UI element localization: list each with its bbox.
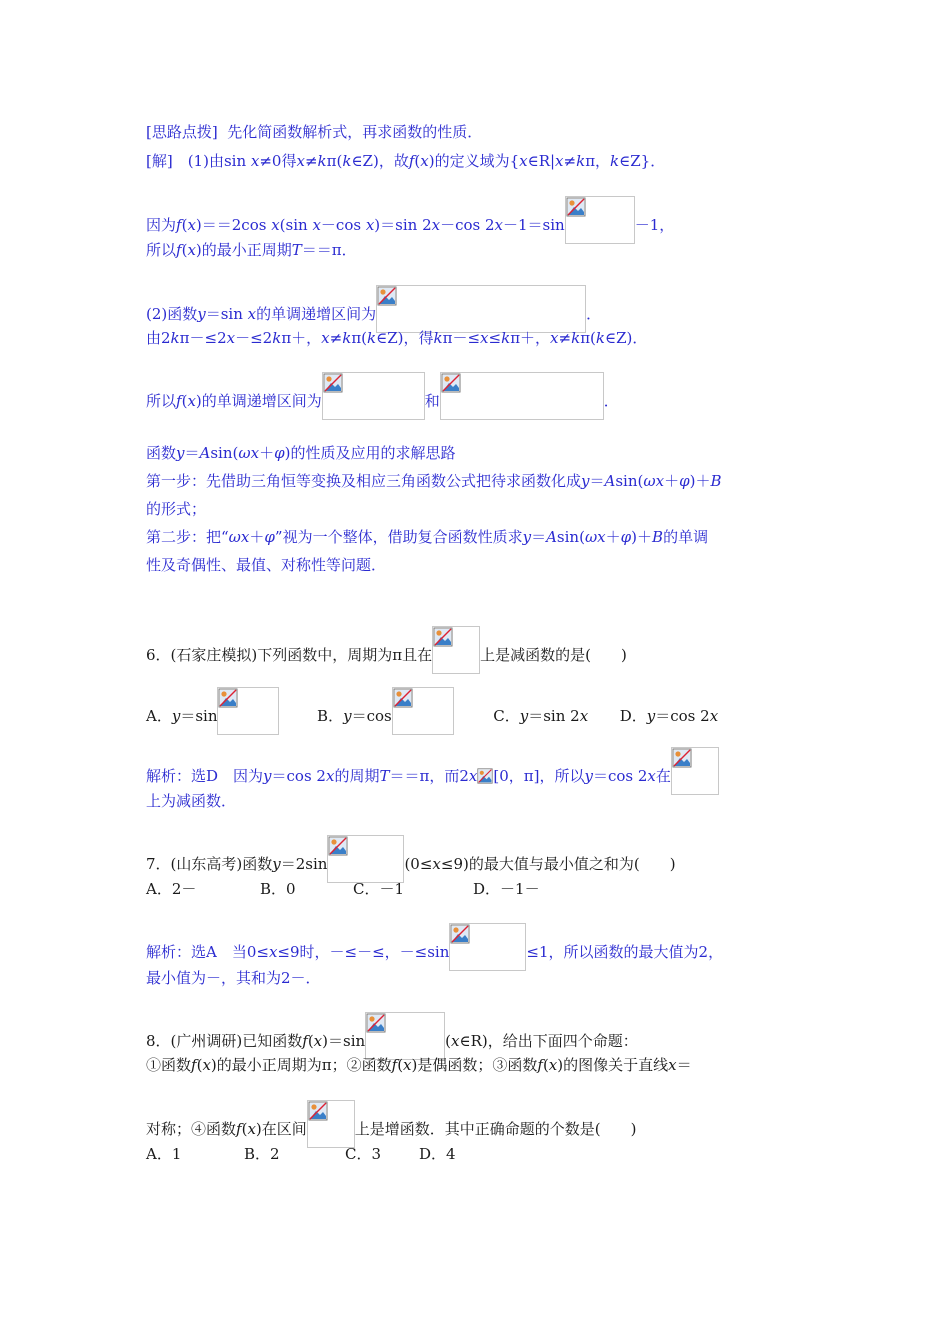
text: 在 bbox=[655, 767, 671, 785]
text: (sin bbox=[279, 216, 313, 234]
var: k bbox=[433, 329, 443, 347]
text: ≤9)的最大值与最小值之和为( ) bbox=[440, 855, 676, 873]
var: y bbox=[197, 305, 206, 323]
text: ∈Z}． bbox=[619, 152, 666, 170]
option-a: A．2－ bbox=[146, 880, 197, 898]
var: k bbox=[610, 152, 620, 170]
text: －cos 2 bbox=[440, 216, 495, 234]
text: sin( bbox=[615, 472, 644, 490]
q7-options bbox=[146, 879, 540, 899]
text: [解] (1)由sin bbox=[146, 152, 251, 170]
var: k bbox=[342, 152, 352, 170]
text: ( bbox=[181, 392, 188, 410]
option-b: B．0 bbox=[260, 880, 296, 898]
broken-image-icon bbox=[323, 373, 343, 393]
var: f bbox=[236, 1120, 242, 1138]
var: ωx bbox=[643, 472, 665, 490]
text: ． bbox=[586, 305, 602, 323]
var: k bbox=[576, 152, 586, 170]
formula-image bbox=[376, 285, 586, 333]
var: B bbox=[710, 472, 722, 490]
text: sin( bbox=[556, 528, 585, 546]
var: x bbox=[325, 767, 335, 785]
var: y bbox=[171, 707, 181, 725]
var: x bbox=[420, 152, 429, 170]
q6-answer bbox=[146, 747, 719, 795]
var: x bbox=[468, 767, 478, 785]
method-line-1 bbox=[146, 443, 455, 463]
solution-line-6 bbox=[146, 372, 619, 420]
text: π， bbox=[585, 152, 611, 170]
text: ＋ bbox=[664, 472, 680, 490]
var: T bbox=[291, 241, 302, 259]
var: x bbox=[550, 329, 559, 347]
text: )的最小正周期为π；②函数 bbox=[210, 1056, 392, 1074]
hint-text: 先化简函数解析式，再求函数的性质． bbox=[227, 123, 483, 141]
text: 上是增函数．其中正确命题的个数是( ) bbox=[354, 1120, 637, 1138]
text: ＝cos bbox=[351, 707, 392, 725]
text: ( bbox=[397, 1056, 404, 1074]
text: π( bbox=[326, 152, 343, 170]
text: 解析：选A 当0≤ bbox=[146, 943, 269, 961]
text: ＋ bbox=[259, 444, 275, 462]
text: ＝cos 2 bbox=[655, 707, 710, 725]
var: y bbox=[522, 528, 532, 546]
text: ( bbox=[181, 241, 188, 259]
option-d: D．4 bbox=[419, 1145, 456, 1163]
text: －≤2 bbox=[235, 329, 273, 347]
text: ＝ bbox=[676, 1056, 692, 1074]
text: ＝2sin bbox=[280, 855, 328, 873]
var: x bbox=[431, 216, 441, 234]
formula-image bbox=[327, 835, 404, 883]
var: ωx bbox=[238, 444, 260, 462]
option-d bbox=[620, 707, 718, 725]
text: ( bbox=[241, 1120, 248, 1138]
var: x bbox=[494, 216, 504, 234]
var: k bbox=[367, 329, 377, 347]
text: ＝ bbox=[531, 528, 547, 546]
broken-image-icon bbox=[450, 924, 470, 944]
text: －cos bbox=[320, 216, 366, 234]
text: C． bbox=[493, 707, 520, 725]
broken-image-icon bbox=[566, 197, 586, 217]
text: )的单调递增区间为 bbox=[195, 392, 322, 410]
option-a: A．1 bbox=[146, 1145, 182, 1163]
var: x bbox=[432, 855, 441, 873]
text: ＝sin bbox=[180, 707, 218, 725]
text: ＝＝π，而2 bbox=[389, 767, 469, 785]
text: ≠ bbox=[563, 152, 577, 170]
text: 最小值为－，其和为2－． bbox=[146, 969, 321, 987]
var: φ bbox=[620, 528, 632, 546]
text: 性及奇偶性、最值、对称性等问题． bbox=[146, 556, 387, 574]
var: f bbox=[176, 216, 182, 234]
method-line-2 bbox=[146, 471, 722, 491]
option-c: C．－1 bbox=[353, 880, 405, 898]
var: x bbox=[403, 1056, 412, 1074]
text: ＝＝π． bbox=[301, 241, 357, 259]
var: y bbox=[263, 767, 272, 785]
text: ＋ bbox=[605, 528, 621, 546]
var: k bbox=[571, 329, 581, 347]
var: x bbox=[480, 329, 489, 347]
q6-options bbox=[146, 687, 718, 735]
option-b: B．2 bbox=[244, 1145, 280, 1163]
text: (0≤ bbox=[404, 855, 433, 873]
var: f bbox=[391, 1056, 398, 1074]
var: k bbox=[170, 329, 180, 347]
text: 解析：选D 因为 bbox=[146, 767, 264, 785]
broken-image-icon bbox=[672, 748, 692, 768]
text: ＝sin bbox=[205, 305, 248, 323]
var: x bbox=[226, 329, 236, 347]
text: 和 bbox=[424, 392, 440, 410]
var: f bbox=[176, 392, 182, 410]
text: B． bbox=[317, 707, 344, 725]
solution-line-1 bbox=[146, 151, 665, 171]
text: )＋ bbox=[631, 528, 653, 546]
formula-image bbox=[440, 372, 604, 420]
var: x bbox=[271, 216, 280, 234]
q7-stem bbox=[146, 835, 676, 883]
solution-line-3 bbox=[146, 240, 357, 260]
q8-propositions bbox=[146, 1055, 692, 1075]
q7-answer bbox=[146, 923, 723, 971]
formula-image bbox=[322, 372, 425, 420]
text: )的性质及应用的求解思路 bbox=[284, 444, 456, 462]
text: －1， bbox=[634, 216, 675, 234]
var: y bbox=[176, 444, 185, 462]
var: x bbox=[296, 152, 305, 170]
var: x bbox=[313, 1032, 323, 1050]
text: π＋， bbox=[510, 329, 551, 347]
var: x bbox=[709, 707, 719, 725]
hint-line bbox=[146, 122, 482, 142]
var: y bbox=[272, 855, 281, 873]
solution-line-4 bbox=[146, 285, 601, 333]
text: 的单调递增区间为 bbox=[256, 305, 377, 323]
var: φ bbox=[679, 472, 690, 490]
text: 6．(石家庄模拟)下列函数中，周期为π且在 bbox=[146, 646, 433, 664]
broken-image-icon bbox=[441, 373, 461, 393]
text: ∈Z)，故 bbox=[351, 152, 409, 170]
var: ωx bbox=[584, 528, 606, 546]
text: ≤ bbox=[488, 329, 502, 347]
var: x bbox=[668, 1056, 677, 1074]
formula-image bbox=[365, 1012, 445, 1060]
formula-image bbox=[307, 1100, 355, 1148]
text: ≠0得 bbox=[259, 152, 297, 170]
q6-answer-2 bbox=[146, 791, 236, 811]
text: π－≤ bbox=[442, 329, 481, 347]
text: 上是减函数的是( ) bbox=[480, 646, 627, 664]
text: 的形式； bbox=[146, 500, 207, 518]
text: ( bbox=[414, 152, 421, 170]
text: ＝sin 2 bbox=[528, 707, 580, 725]
hint-label: [思路点拨] bbox=[146, 123, 218, 141]
text: )的图像关于直线 bbox=[557, 1056, 669, 1074]
var: k bbox=[272, 329, 282, 347]
text: ． bbox=[603, 392, 619, 410]
var: x bbox=[555, 152, 564, 170]
text: A． bbox=[146, 707, 172, 725]
text: π＋， bbox=[281, 329, 322, 347]
var: f bbox=[408, 152, 415, 170]
var: A bbox=[604, 472, 616, 490]
text: ≠ bbox=[329, 329, 343, 347]
text: ＝ bbox=[589, 472, 605, 490]
text: ∈Z)，得 bbox=[376, 329, 434, 347]
method-line-3 bbox=[146, 499, 206, 519]
var: x bbox=[202, 1056, 211, 1074]
text: 7．(山东高考)函数 bbox=[146, 855, 273, 873]
q8-propositions-2 bbox=[146, 1100, 636, 1148]
broken-image-icon bbox=[433, 627, 453, 647]
option-a bbox=[146, 707, 279, 725]
text: )＝sin 2 bbox=[374, 216, 432, 234]
var: y bbox=[646, 707, 656, 725]
text: (2)函数 bbox=[146, 305, 198, 323]
var: x bbox=[312, 216, 321, 234]
text: ( bbox=[445, 1032, 452, 1050]
var: f bbox=[176, 241, 182, 259]
var: x bbox=[268, 943, 278, 961]
q6-stem bbox=[146, 626, 627, 674]
var: x bbox=[451, 1032, 460, 1050]
broken-image-icon bbox=[377, 286, 397, 306]
method-line-5 bbox=[146, 555, 386, 575]
text: ∈R| bbox=[527, 152, 556, 170]
text: 由2 bbox=[146, 329, 171, 347]
var: ωx bbox=[228, 528, 250, 546]
option-d: D．－1－ bbox=[473, 880, 540, 898]
var: x bbox=[519, 152, 528, 170]
text: ≤1，所以函数的最大值为2， bbox=[526, 943, 724, 961]
text: )的定义域为{ bbox=[428, 152, 520, 170]
var: x bbox=[321, 329, 330, 347]
text: ∈Z)． bbox=[605, 329, 648, 347]
text: 因为 bbox=[146, 216, 177, 234]
text: [0，π]，所以 bbox=[493, 767, 585, 785]
text: ＝cos 2 bbox=[592, 767, 648, 785]
var: y bbox=[519, 707, 529, 725]
var: f bbox=[191, 1056, 197, 1074]
text: ∈R)，给出下面四个命题： bbox=[459, 1032, 638, 1050]
text: 的周期 bbox=[334, 767, 380, 785]
text: ( bbox=[542, 1056, 549, 1074]
text: π( bbox=[351, 329, 368, 347]
var: B bbox=[652, 528, 664, 546]
text: ( bbox=[307, 1032, 314, 1050]
text: 上为减函数． bbox=[146, 792, 237, 810]
q8-options bbox=[146, 1144, 456, 1164]
formula-image bbox=[217, 687, 279, 735]
var: x bbox=[548, 1056, 558, 1074]
broken-image-icon bbox=[218, 688, 238, 708]
var: f bbox=[537, 1056, 543, 1074]
text: π( bbox=[580, 329, 596, 347]
formula-image bbox=[671, 747, 719, 795]
broken-image-icon bbox=[308, 1101, 328, 1121]
var: x bbox=[250, 152, 260, 170]
var: A bbox=[199, 444, 211, 462]
q8-stem bbox=[146, 1012, 638, 1060]
option-c bbox=[493, 707, 588, 725]
text: ( bbox=[181, 216, 188, 234]
var: f bbox=[302, 1032, 308, 1050]
var: k bbox=[501, 329, 511, 347]
var: x bbox=[247, 1120, 256, 1138]
var: x bbox=[247, 305, 257, 323]
text: )＝＝2cos bbox=[195, 216, 272, 234]
formula-image bbox=[432, 626, 480, 674]
formula-image bbox=[449, 923, 526, 971]
var: x bbox=[579, 707, 589, 725]
var: T bbox=[379, 767, 390, 785]
text: )＝sin bbox=[322, 1032, 366, 1050]
method-line-4 bbox=[146, 527, 708, 547]
text: )是偶函数；③函数 bbox=[411, 1056, 538, 1074]
text: sin( bbox=[210, 444, 239, 462]
broken-image-icon bbox=[366, 1013, 386, 1033]
broken-image-icon bbox=[328, 836, 348, 856]
text: ＝cos 2 bbox=[271, 767, 326, 785]
text: )在区间 bbox=[255, 1120, 307, 1138]
var: A bbox=[546, 528, 557, 546]
text: ( bbox=[196, 1056, 203, 1074]
text: 所以 bbox=[146, 392, 177, 410]
text: ＝ bbox=[184, 444, 200, 462]
solution-line-2 bbox=[146, 196, 674, 244]
var: k bbox=[595, 329, 605, 347]
q7-answer-2 bbox=[146, 968, 321, 988]
var: y bbox=[581, 472, 590, 490]
text: 第二步：把“ bbox=[146, 528, 229, 546]
text: ≤9时，－≤－≤，－≤sin bbox=[277, 943, 450, 961]
option-c: C．3 bbox=[345, 1145, 382, 1163]
var: k bbox=[342, 329, 352, 347]
var: φ bbox=[274, 444, 285, 462]
var: x bbox=[647, 767, 656, 785]
broken-image-icon bbox=[477, 768, 493, 784]
text: ＋ bbox=[249, 528, 265, 546]
option-b bbox=[317, 707, 454, 725]
text: ”视为一个整体，借助复合函数性质求 bbox=[274, 528, 523, 546]
text: 8．(广州调研)已知函数 bbox=[146, 1032, 303, 1050]
var: k bbox=[317, 152, 327, 170]
var: y bbox=[584, 767, 593, 785]
solution-line-5 bbox=[146, 328, 647, 348]
var: φ bbox=[264, 528, 275, 546]
text: π－≤2 bbox=[179, 329, 227, 347]
text: 对称；④函数 bbox=[146, 1120, 237, 1138]
text: )的最小正周期 bbox=[195, 241, 292, 259]
var: x bbox=[365, 216, 375, 234]
var: y bbox=[343, 707, 352, 725]
var: x bbox=[187, 392, 196, 410]
formula-image bbox=[565, 196, 635, 244]
text: 的单调 bbox=[663, 528, 709, 546]
text: D． bbox=[619, 707, 647, 725]
text: 函数 bbox=[146, 444, 177, 462]
formula-image bbox=[392, 687, 454, 735]
broken-image-icon bbox=[393, 688, 413, 708]
text: 第一步：先借助三角恒等变换及相应三角函数公式把待求函数化成 bbox=[146, 472, 582, 490]
text: )＋ bbox=[689, 472, 711, 490]
var: x bbox=[187, 241, 196, 259]
text: 所以 bbox=[146, 241, 177, 259]
var: x bbox=[187, 216, 196, 234]
text: ≠ bbox=[304, 152, 318, 170]
text: ①函数 bbox=[146, 1056, 192, 1074]
text: －1＝sin bbox=[503, 216, 565, 234]
text: ≠ bbox=[558, 329, 572, 347]
